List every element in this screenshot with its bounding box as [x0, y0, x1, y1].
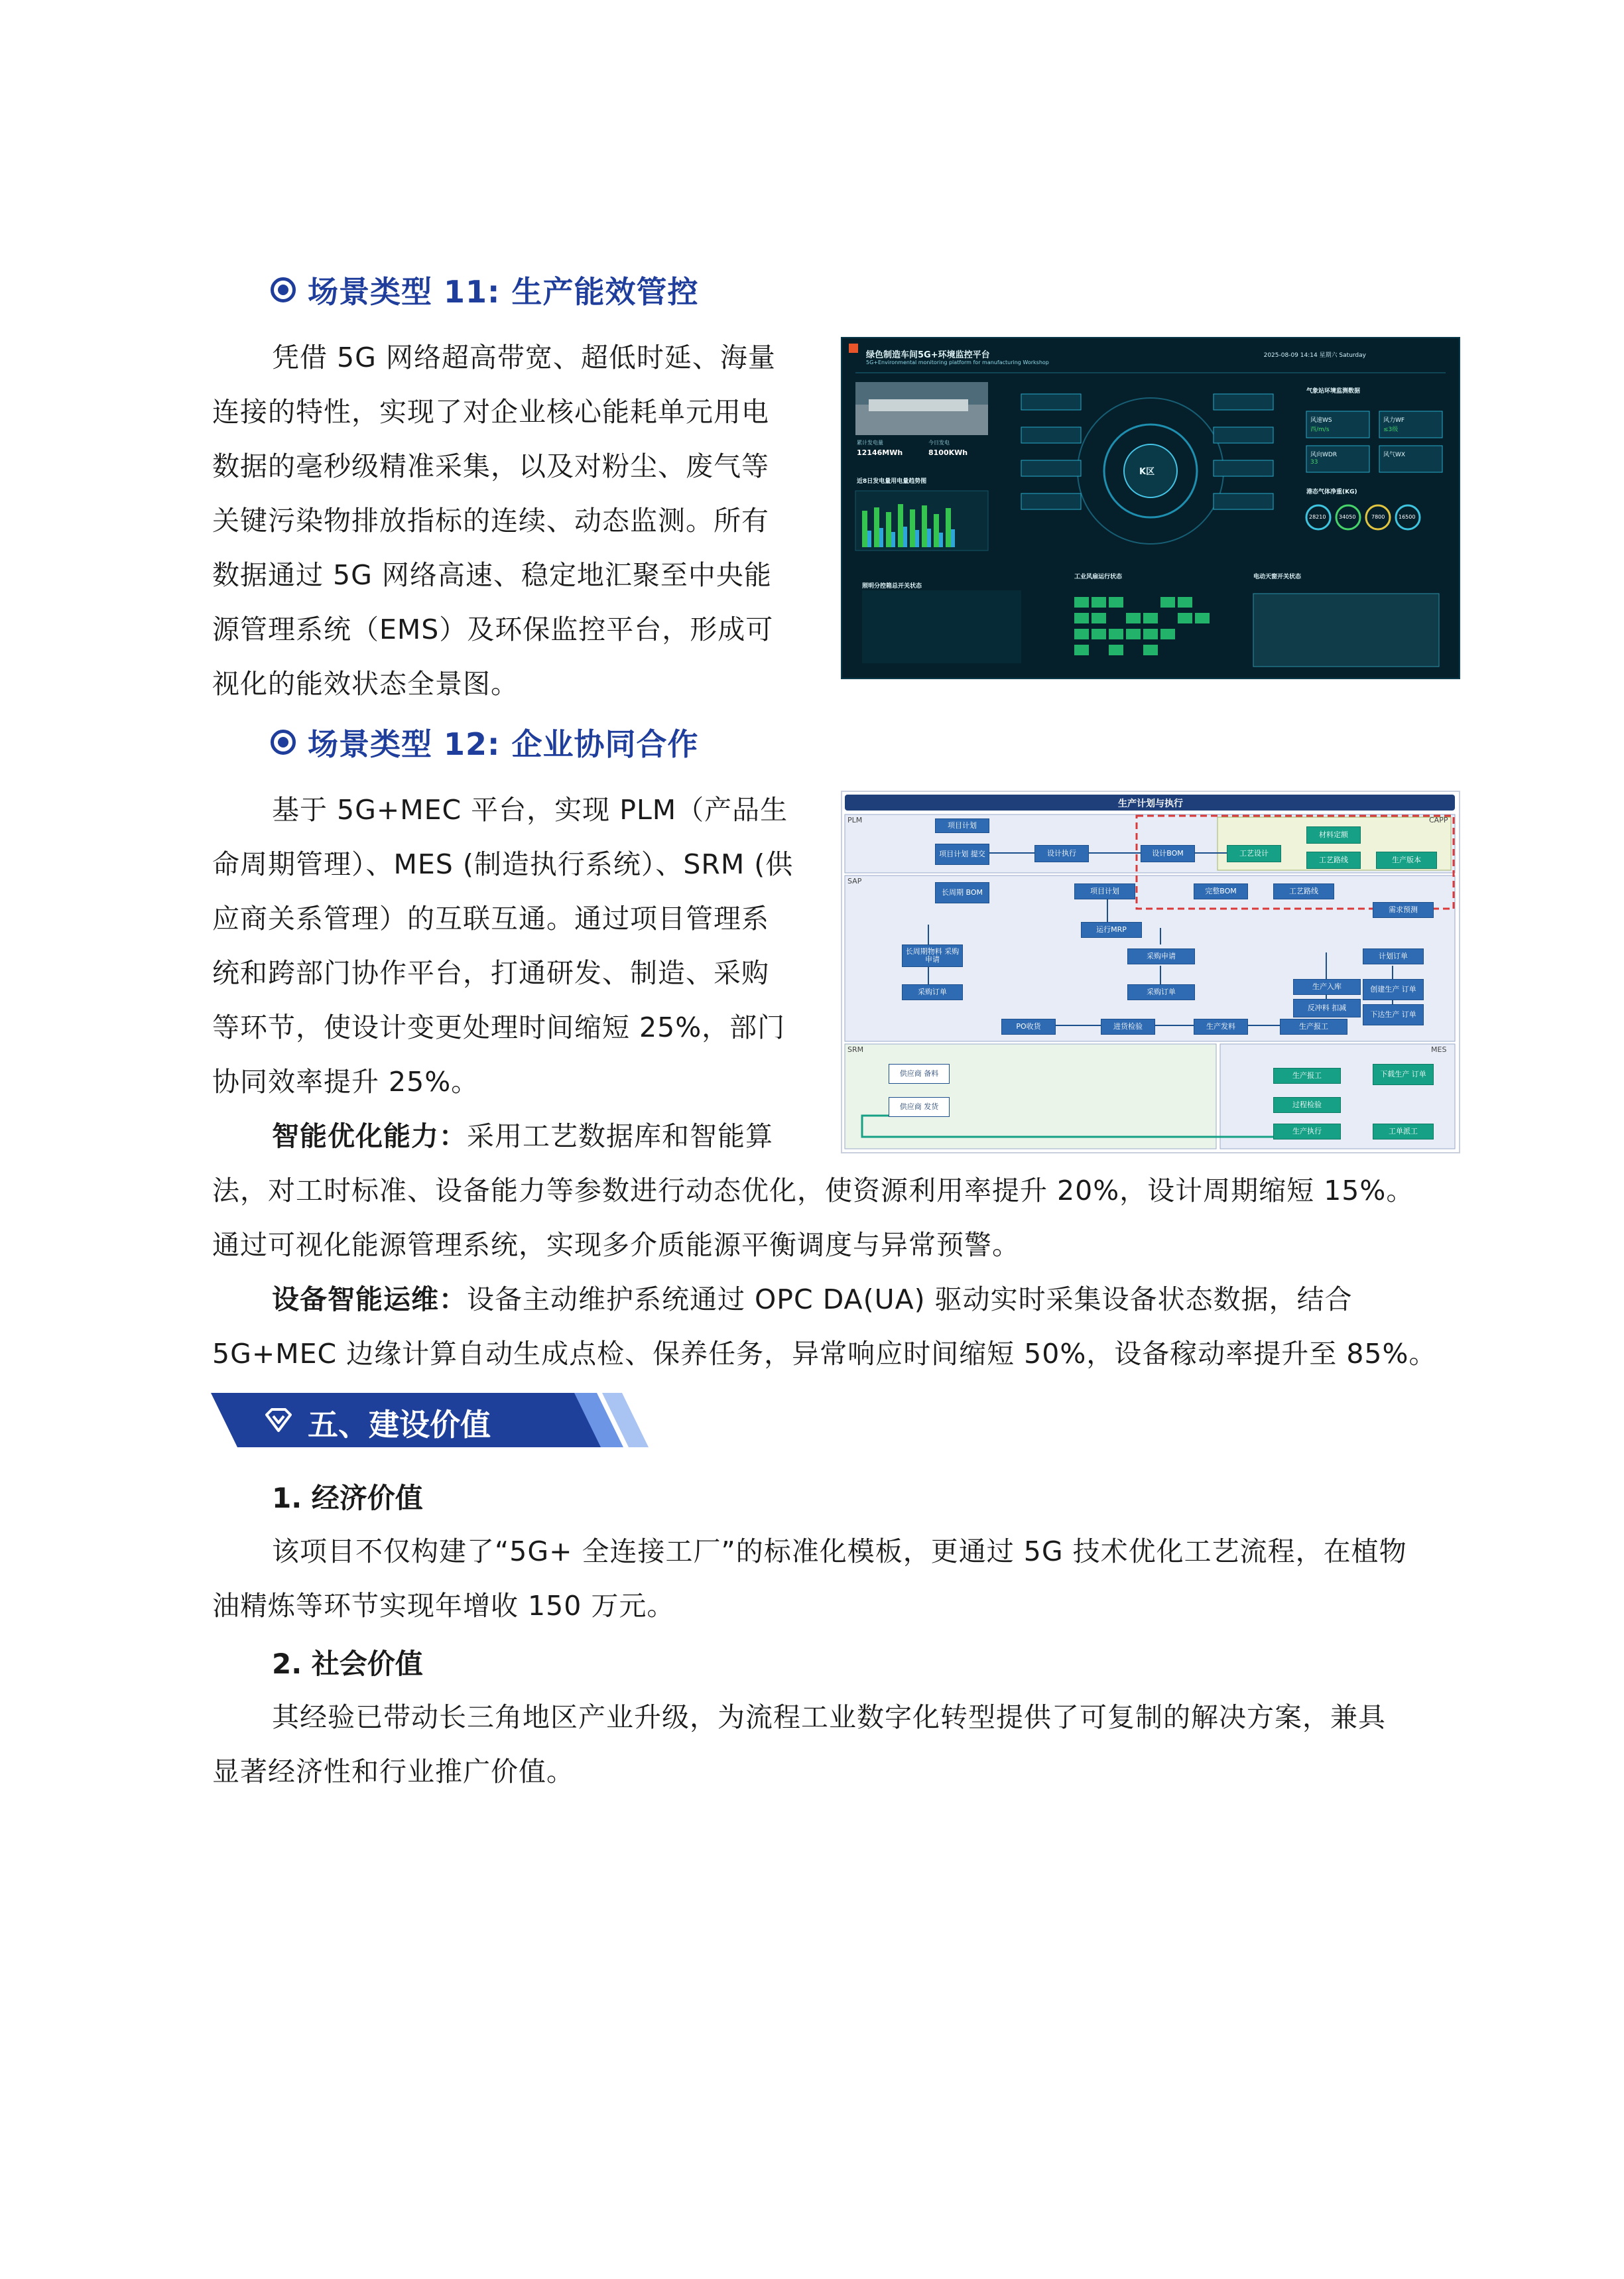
- ai-line: 法，对工时标准、设备能力等参数进行动态优化，使资源利用率提升 20%，设计周期缩短 15%。: [212, 1175, 1414, 1206]
- weather-wf-value: ≤3级: [1383, 426, 1399, 433]
- dashboard-title: 绿色制造车间5G+环境监控平台: [866, 350, 990, 360]
- value2-line: 显著经济性和行业推广价值。: [212, 1756, 574, 1788]
- om-first-line: [212, 1272, 1459, 1327]
- value1-line: 油精炼等环节实现年增收 150 万元。: [212, 1590, 675, 1622]
- flow-box: 工单派工: [1373, 1124, 1434, 1140]
- flow-box: 供应商 备料: [889, 1064, 950, 1084]
- om-line: 5G+MEC 边缘计算自动生成点检、保养任务，异常响应时间缩短 50%，设备稼动率提升至 85%。: [212, 1338, 1437, 1370]
- value1-line: 该项目不仅构建了“5G+ 全连接工厂”的标准化模板，更通过 5G 技术优化工艺流程，在植物: [272, 1535, 1407, 1567]
- value1-paragraph: [212, 1524, 1459, 1633]
- fan-title: 工业风扇运行状态: [1074, 574, 1123, 580]
- flow-box: 创建生产 订单: [1363, 979, 1424, 1000]
- flow-box: 长周期物料 采购申请: [902, 944, 963, 967]
- value2-heading: 2. 社会价值: [272, 1648, 423, 1680]
- gas-value-3: 7800: [1371, 514, 1385, 520]
- weather-title: 气象站环境监测数据: [1306, 388, 1361, 395]
- scene12-line: 等环节，使设计变更处理时间缩短 25%，部门: [212, 1011, 786, 1043]
- scene12-line: 协同效率提升 25%。: [212, 1066, 479, 1098]
- total-gen-label: 累计发电量: [857, 440, 883, 446]
- weather-wf: 风力WF: [1383, 417, 1405, 424]
- scene11-line: 源管理系统（EMS）及环保监控平台，形成可: [212, 614, 774, 645]
- flow-box: 采购订单: [1127, 984, 1195, 1000]
- scene12-line: 应商关系管理）的互联互通。通过项目管理系: [212, 903, 769, 935]
- ai-paragraph: [212, 1163, 1459, 1381]
- flow-box: 需求预测: [1373, 902, 1434, 918]
- scene12-line: 命周期管理）、MES (制造执行系统）、SRM (供: [212, 848, 794, 880]
- region-plm: PLM: [847, 816, 863, 824]
- flow-box: 生产版本: [1376, 852, 1437, 869]
- production-flow-diagram: [841, 791, 1460, 1153]
- flow-box: 采购订单: [902, 984, 963, 1000]
- om-first: 设备主动维护系统通过 OPC DA(UA) 驱动实时采集设备状态数据，结合: [467, 1283, 1353, 1315]
- weather-ws-value: 西/m/s: [1310, 426, 1330, 433]
- ai-line: 通过可视化能源管理系统，实现多介质能源平衡调度与异常预警。: [212, 1229, 1020, 1261]
- scene11-heading: [271, 268, 698, 312]
- flow-box: 生产发料: [1194, 1019, 1248, 1035]
- flow-box: 供应商 发货: [889, 1097, 950, 1117]
- flow-box: 工艺设计: [1227, 845, 1281, 862]
- scene11-heading-text: 场景类型 11: 生产能效管控: [308, 274, 699, 310]
- scene11-line: 数据通过 5G 网络高速、稳定地汇聚至中央能: [212, 559, 772, 591]
- value1-heading: 1. 经济价值: [272, 1482, 423, 1514]
- flow-box: 过程检验: [1273, 1097, 1341, 1113]
- scene12-line: 统和跨部门协作平台，打通研发、制造、采购: [212, 957, 769, 989]
- flow-box: 生产入库: [1293, 979, 1361, 995]
- region-capp: CAPP: [1429, 816, 1448, 824]
- dashboard-datetime: 2025-08-09 14:14 星期六 Saturday: [1263, 352, 1366, 359]
- flow-box: 项目计划: [1074, 883, 1135, 899]
- flow-box: 运行MRP: [1081, 922, 1142, 938]
- weather-wdr-value: 33: [1310, 459, 1318, 466]
- dashboard-center-label: K区: [1139, 467, 1155, 477]
- flow-box: PO收货: [1001, 1019, 1056, 1035]
- scene12-line: 基于 5G+MEC 平台，实现 PLM（产品生: [272, 794, 788, 826]
- monitoring-dashboard-image: [841, 337, 1460, 679]
- gas-title: 港态气体净重(KG): [1306, 489, 1357, 495]
- flow-box: 设计BOM: [1141, 845, 1195, 862]
- region-sap: SAP: [847, 877, 862, 885]
- scene12-heading-text: 场景类型 12: 企业协同合作: [308, 726, 699, 762]
- diamond-heart-icon: [264, 1405, 293, 1435]
- scene12-paragraph: [212, 783, 822, 1163]
- flow-box: 设计执行: [1034, 845, 1089, 862]
- weather-wdr: 风向WDR: [1310, 452, 1338, 458]
- region-srm: SRM: [847, 1045, 864, 1054]
- section-banner: [211, 1393, 582, 1447]
- section-title: 五、建设价值: [308, 1407, 491, 1443]
- om-label: 设备智能运维：: [272, 1283, 467, 1315]
- flow-box: 工艺路线: [1306, 852, 1361, 869]
- flow-box: 生产报工: [1280, 1019, 1347, 1035]
- flow-box: 下载生产 订单: [1373, 1064, 1434, 1085]
- light-title: 照明分控箱总开关状态: [862, 583, 922, 590]
- flow-box: 反冲料 扣减: [1293, 999, 1361, 1017]
- value2-line: 其经验已带动长三角地区产业升级，为流程工业数字化转型提供了可复制的解决方案，兼具: [272, 1701, 1386, 1733]
- flow-box: 项目计划: [935, 818, 989, 833]
- ai-label: 智能优化能力：: [272, 1120, 467, 1152]
- flow-box: 生产报工: [1273, 1068, 1341, 1084]
- flow-box: 生产执行: [1273, 1124, 1341, 1140]
- target-bullet-icon: [271, 730, 296, 755]
- flow-box: 计划订单: [1363, 948, 1424, 964]
- gas-value-1: 28210: [1309, 514, 1326, 520]
- scene11-line: 数据的毫秒级精准采集，以及对粉尘、废气等: [212, 450, 769, 482]
- target-bullet-icon: [271, 277, 296, 302]
- flow-box: 采购申请: [1127, 948, 1195, 964]
- gas-value-4: 16500: [1399, 514, 1416, 520]
- value2-paragraph: [212, 1690, 1459, 1799]
- weather-ws: 风速WS: [1310, 417, 1332, 424]
- flow-box: 完整BOM: [1194, 883, 1248, 899]
- flow-box: 进货检验: [1101, 1019, 1155, 1035]
- scene11-line: 连接的特性，实现了对企业核心能耗单元用电: [212, 396, 769, 428]
- scene11-line: 关键污染物排放指标的连续、动态监测。所有: [212, 505, 769, 537]
- dashboard-subtitle: 5G+Environmental monitoring platform for manufacturing Workshop: [866, 359, 1049, 365]
- scene12-heading: [271, 720, 698, 764]
- weather-wx: 风气WX: [1383, 452, 1406, 458]
- today-gen-label: 今日发电: [928, 440, 950, 446]
- dashboard-graphics: [842, 338, 1459, 678]
- region-mes: MES: [1431, 1045, 1447, 1054]
- scene11-paragraph: [212, 330, 822, 711]
- flow-box: 工艺路线: [1273, 883, 1334, 899]
- ai-para-first-line: [212, 1109, 822, 1163]
- pump-title: 电动天窗开关状态: [1253, 574, 1302, 580]
- scene11-line: 视化的能效状态全景图。: [212, 668, 519, 700]
- today-gen-value: 8100KWh: [928, 448, 968, 457]
- flow-box: 材料定额: [1306, 826, 1361, 844]
- gas-value-2: 34050: [1339, 514, 1356, 520]
- flow-box: 长周期 BOM: [935, 882, 989, 903]
- total-gen-value: 12146MWh: [857, 448, 903, 457]
- ai-first: 采用工艺数据库和智能算: [467, 1120, 773, 1152]
- flow-title: 生产计划与执行: [1118, 799, 1183, 809]
- flow-box: 项目计划 提交: [935, 844, 989, 865]
- trend-label: 近8日发电量用电量趋势图: [857, 478, 927, 485]
- scene11-line: 凭借 5G 网络超高带宽、超低时延、海量: [272, 342, 776, 373]
- flow-box: 下达生产 订单: [1363, 1004, 1424, 1025]
